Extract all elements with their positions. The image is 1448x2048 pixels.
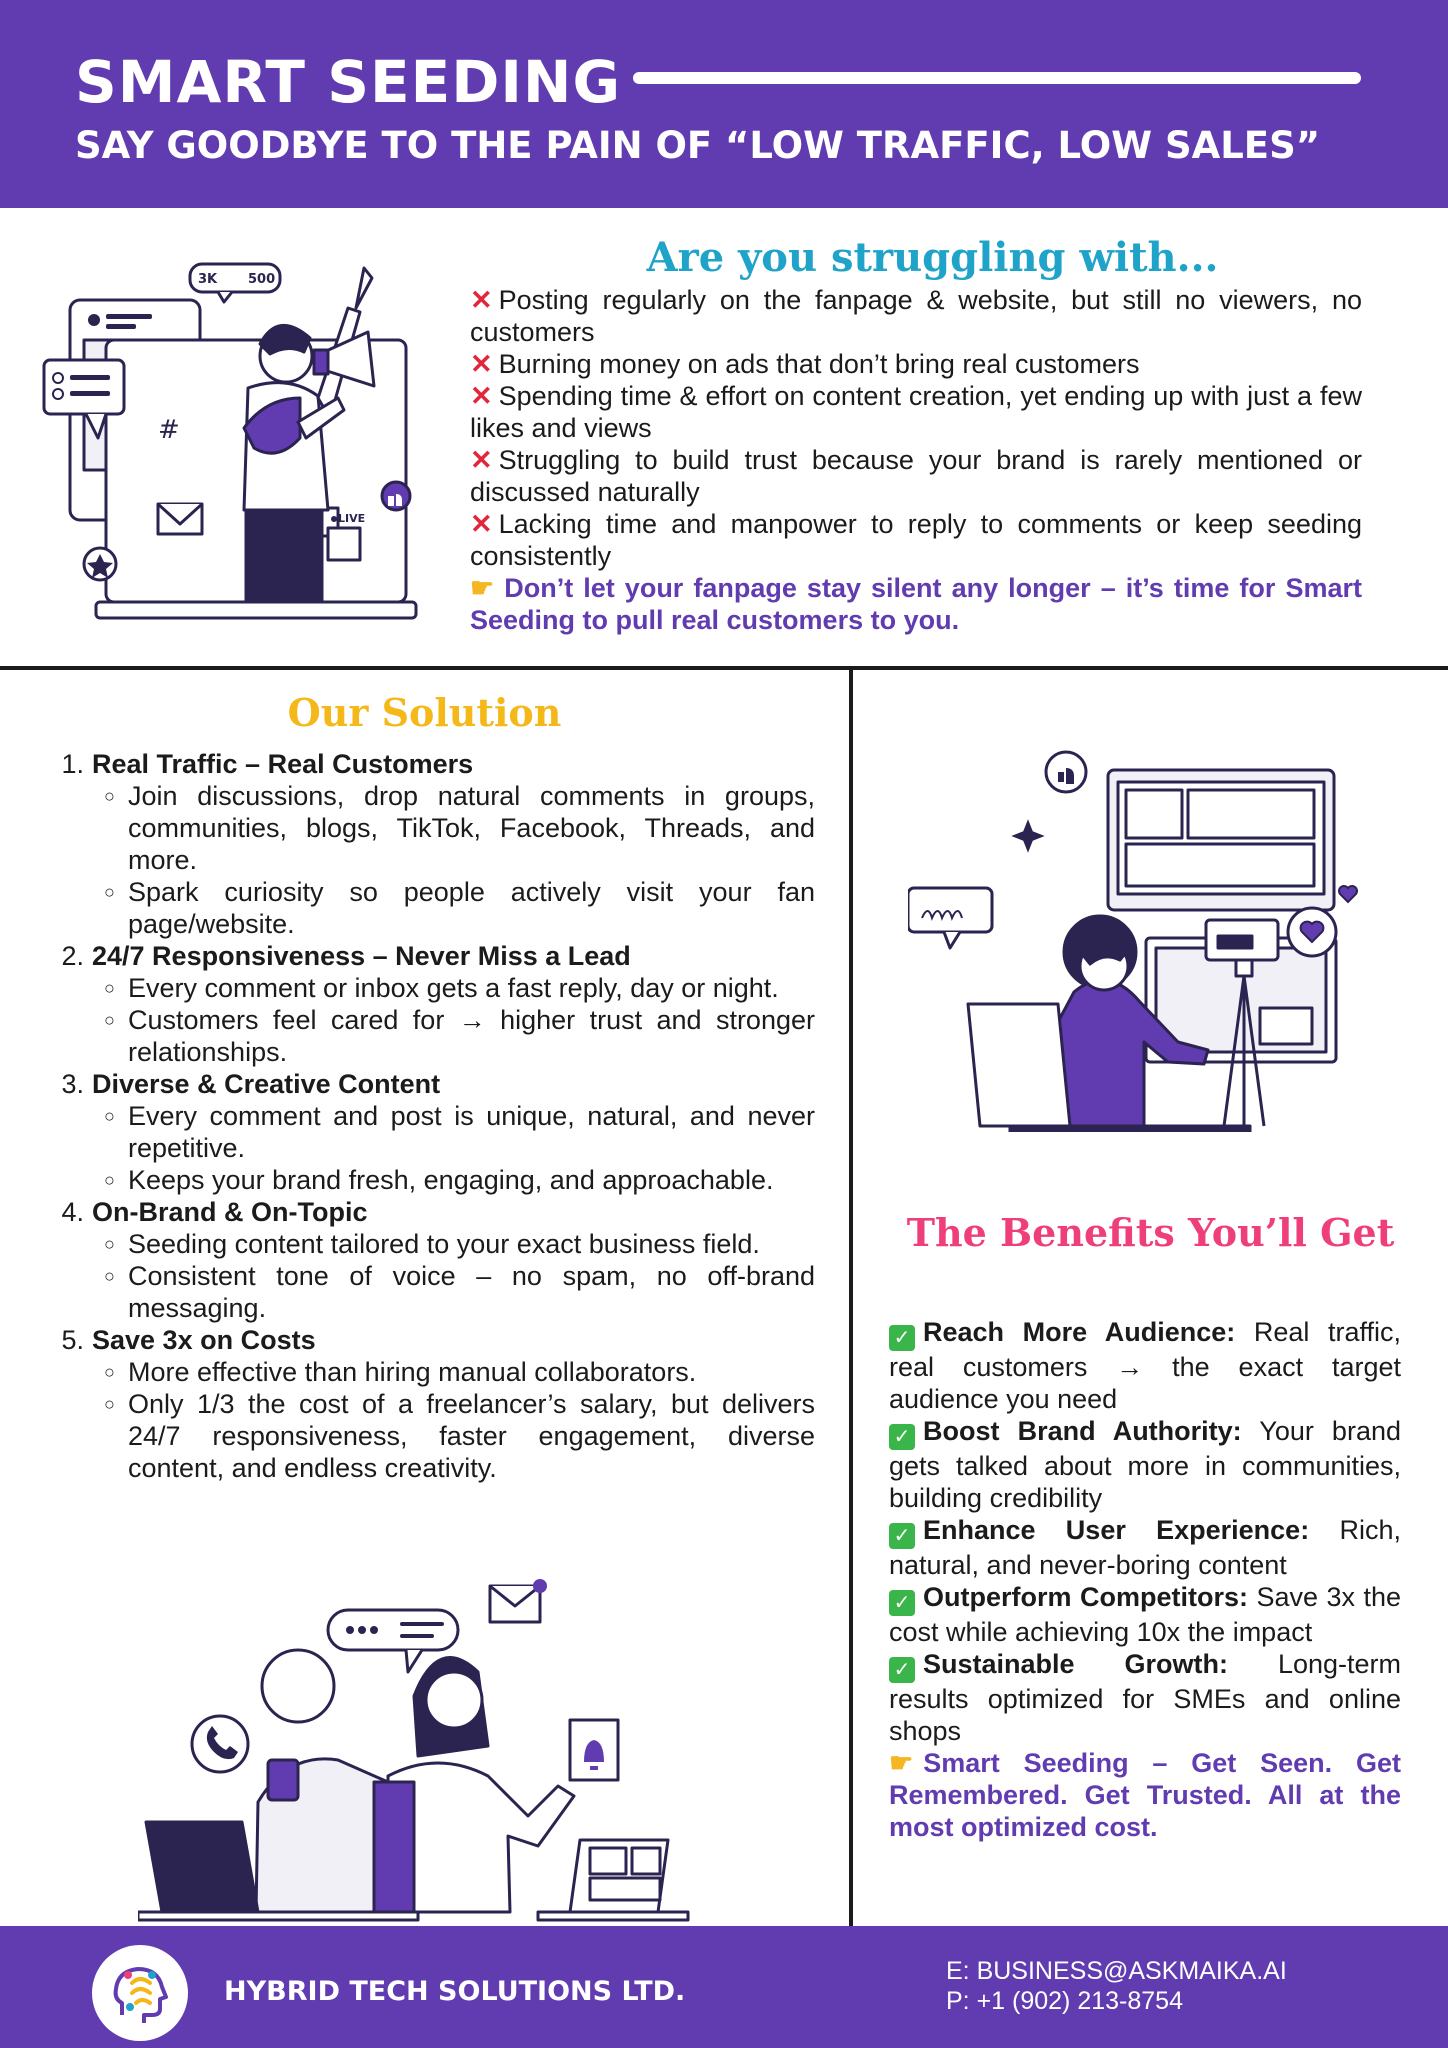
check-mark-icon: ✓	[889, 1325, 915, 1351]
solution-subitem: ○ More effective than hiring manual collaborators.	[104, 1357, 697, 1387]
cross-mark-icon: ✕	[470, 285, 493, 315]
contact-info	[946, 1956, 1287, 2016]
pointing-hand-icon: ☛	[470, 573, 495, 603]
solution-subitem: ○ Consistent tone of voice – no spam, no off-brand messaging.	[104, 1261, 815, 1323]
circle-bullet-icon: ○	[104, 1010, 115, 1030]
team-communication-illustration	[138, 1576, 698, 1926]
struggle-item: ✕ Struggling to build trust because your brand is rarely mentioned or discussed naturally	[470, 445, 1362, 507]
solution-subitem: ○ Keeps your brand fresh, engaging, and approachable.	[104, 1165, 774, 1195]
struggle-item: ✕ Spending time & effort on content creation, yet ending up with just a few likes and views	[470, 381, 1362, 443]
solution-item: 3. Diverse & Creative Content	[61, 1069, 441, 1099]
benefits-heading: The Benefits You’ll Get	[906, 1210, 1395, 1255]
section-divider-vertical	[849, 668, 853, 1926]
solution-subitem: ○ Every comment and post is unique, natural, and never repetitive.	[104, 1101, 815, 1163]
circle-bullet-icon: ○	[104, 1394, 115, 1414]
circle-bullet-icon: ○	[104, 786, 115, 806]
solution-heading: Our Solution	[287, 690, 562, 735]
benefit-item: ✓ Outperform Competitors: Save 3x the cost while achieving 10x the impact	[889, 1582, 1401, 1647]
cross-mark-icon: ✕	[470, 445, 493, 475]
benefits-cta: ☛ Smart Seeding – Get Seen. Get Remembered. Get Trusted. All at the most optimized cost.	[889, 1748, 1401, 1842]
solution-item: 4. On-Brand & On-Topic	[61, 1197, 368, 1227]
solution-subitem: ○ Customers feel cared for → higher trust and stronger relationships.	[104, 1005, 815, 1067]
pointing-hand-icon: ☛	[889, 1748, 914, 1778]
circle-bullet-icon: ○	[104, 978, 115, 998]
solution-subitem: ○ Seeding content tailored to your exact business field.	[104, 1229, 760, 1259]
benefit-item: ✓ Reach More Audience: Real traffic, real customers → the exact target audience you need	[889, 1317, 1401, 1414]
circle-bullet-icon: ○	[104, 1266, 115, 1286]
company-logo-icon	[92, 1945, 188, 2041]
solution-subitem: ○ Join discussions, drop natural comments in groups, communities, blogs, TikTok, Facebook, Threads, and more.	[104, 781, 815, 875]
benefit-item: ✓ Enhance User Experience: Rich, natural, and never-boring content	[889, 1515, 1401, 1580]
page-subtitle: SAY GOODBYE TO THE PAIN OF “LOW TRAFFIC, LOW SALES”	[75, 124, 1321, 167]
struggle-list	[470, 284, 1362, 636]
struggle-cta: ☛ Don’t let your fanpage stay silent any longer – it’s time for Smart Seeding to pull real customers to you.	[470, 573, 1362, 635]
contact-email[interactable]: E: BUSINESS@ASKMAIKA.AI	[946, 1957, 1287, 1985]
cross-mark-icon: ✕	[470, 381, 493, 411]
circle-bullet-icon: ○	[104, 1362, 115, 1382]
benefit-item: ✓ Boost Brand Authority: Your brand gets talked about more in communities, building credibility	[889, 1416, 1401, 1513]
check-mark-icon: ✓	[889, 1523, 915, 1549]
svg-text:#: #	[158, 415, 180, 445]
struggle-heading: Are you struggling with...	[646, 234, 1219, 281]
title-rule	[633, 72, 1361, 84]
solution-subitem: ○ Every comment or inbox gets a fast reply, day or night.	[104, 973, 779, 1003]
check-mark-icon: ✓	[889, 1590, 915, 1616]
woman-streaming-illustration	[908, 742, 1358, 1132]
solution-item: 2. 24/7 Responsiveness – Never Miss a Lead	[61, 941, 631, 971]
section-divider-horizontal	[0, 666, 1448, 670]
company-name: HYBRID TECH SOLUTIONS LTD.	[224, 1976, 686, 2007]
solution-item: 5. Save 3x on Costs	[61, 1325, 316, 1355]
struggle-item: ✕ Burning money on ads that don’t bring real customers	[470, 349, 1140, 379]
circle-bullet-icon: ○	[104, 1170, 115, 1190]
solution-list	[60, 748, 815, 1484]
struggle-item: ✕ Posting regularly on the fanpage & website, but still no viewers, no customers	[470, 285, 1362, 347]
solution-subitem: ○ Spark curiosity so people actively visit your fan page/website.	[104, 877, 815, 939]
svg-text:3K: 3K	[198, 272, 218, 287]
struggle-item: ✕ Lacking time and manpower to reply to comments or keep seeding consistently	[470, 509, 1362, 571]
cross-mark-icon: ✕	[470, 349, 493, 379]
check-mark-icon: ✓	[889, 1424, 915, 1450]
footer-banner	[0, 1926, 1448, 2048]
svg-text:LIVE: LIVE	[338, 512, 366, 525]
marketer-megaphone-illustration	[38, 248, 438, 638]
cross-mark-icon: ✕	[470, 509, 493, 539]
svg-text:500: 500	[248, 272, 276, 287]
page-title: SMART SEEDING	[75, 48, 622, 116]
benefit-item: ✓ Sustainable Growth: Long-term results optimized for SMEs and online shops	[889, 1649, 1401, 1746]
benefits-list	[889, 1316, 1401, 1843]
contact-phone[interactable]: P: +1 (902) 213-8754	[946, 1987, 1183, 2015]
circle-bullet-icon: ○	[104, 882, 115, 902]
header-banner	[0, 0, 1448, 208]
circle-bullet-icon: ○	[104, 1106, 115, 1126]
circle-bullet-icon: ○	[104, 1234, 115, 1254]
solution-item: 1. Real Traffic – Real Customers	[61, 749, 474, 779]
solution-subitem: ○ Only 1/3 the cost of a freelancer’s salary, but delivers 24/7 responsiveness, faster engagement, diverse content, and endless creativity.	[104, 1389, 815, 1483]
check-mark-icon: ✓	[889, 1657, 915, 1683]
